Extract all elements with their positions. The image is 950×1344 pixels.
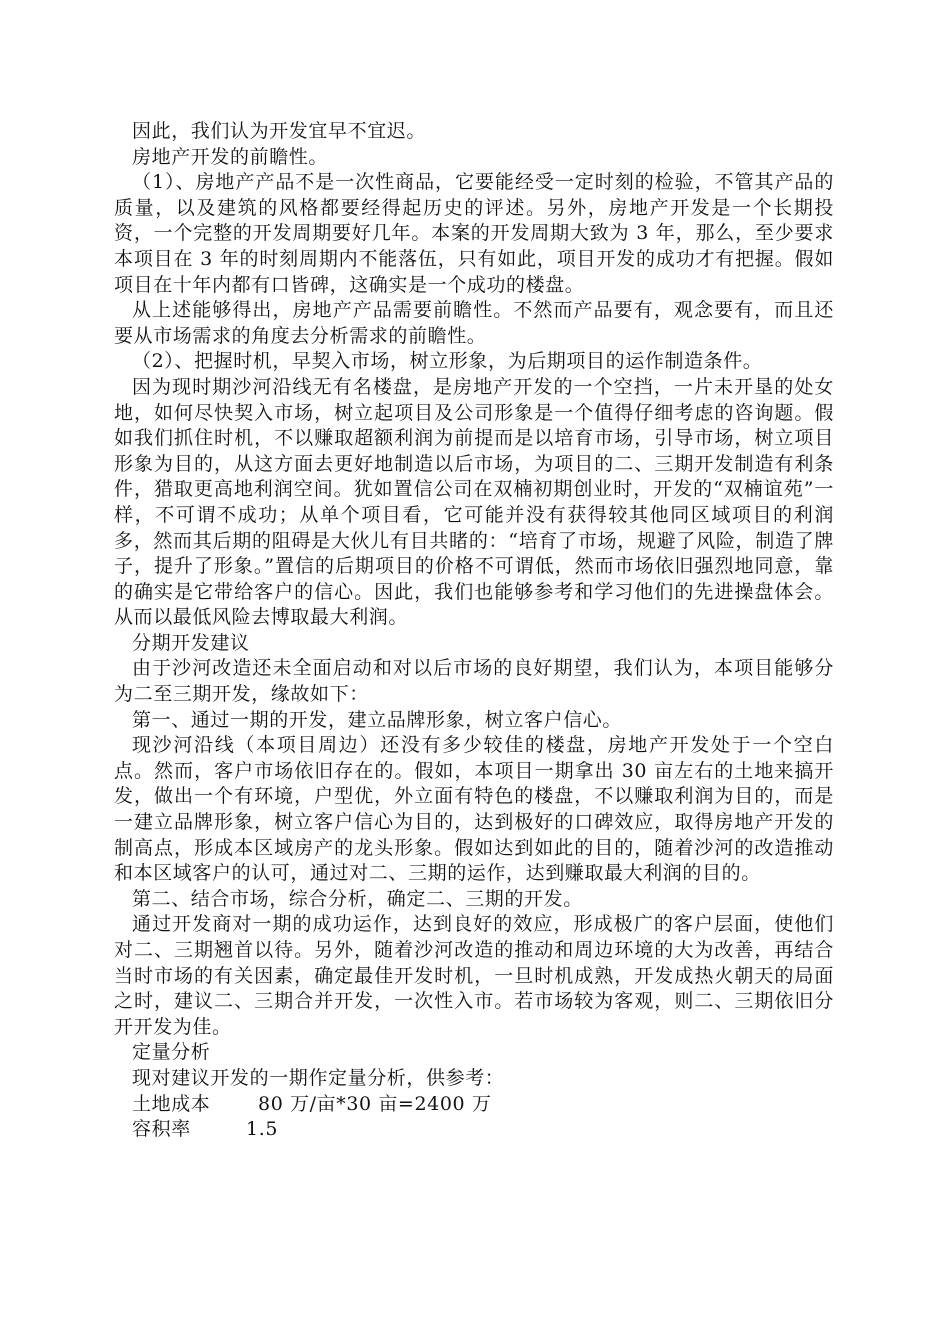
floor-area-ratio-label: 容积率 bbox=[132, 1118, 191, 1141]
paragraph: 由于沙河改造还未全面启动和对以后市场的良好期望，我们认为，本项目能够分为二至三期开发，缘故如下： bbox=[114, 657, 834, 706]
paragraph: 因此，我们认为开发宜早不宜迟。 bbox=[132, 120, 427, 142]
paragraph: 现沙河沿线（本项目周边）还没有多少较佳的楼盘，房地产开发处于一个空白点。然而，客户市场依旧存在的。假如，本项目一期拿出 30 亩左右的土地来搞开发，做出一个有环境，户型优，外立面有特色的楼盘，不以赚取利润为目的，而是一建立品牌形象，树立客户信心为目的，达到极好的口碑效应，取得房地产开发的制高点，形成本区域房产的龙头形象。假如达到如此的目的，随着沙河的改造推动和本区域客户的认可，通过对二、三期的运作，达到赚取最大利润的目的。 bbox=[114, 734, 834, 885]
document-body bbox=[114, 119, 834, 1143]
paragraph: （1）、房地产产品不是一次性商品，它要能经受一定时刻的检验，不管其产品的质量，以及建筑的风格都要经得起历史的评述。另外，房地产开发是一个长期投资，一个完整的开发周期要好几年。本案的开发周期大致为 3 年，那么，至少要求本项目在 3 年的时刻周期内不能落伍，只有如此，项目开发的成功才有把握。假如项目在十年内都有口皆碑，这确实是一个成功的楼盘。 bbox=[114, 171, 834, 296]
section-heading: 定量分析 bbox=[132, 1041, 211, 1064]
paragraph: 因为现时期沙河沿线无有名楼盘，是房地产开发的一个空挡，一片未开垦的处女地，如何尽快契入市场，树立起项目及公司形象是一个值得仔细考虑的咨询题。假如我们抓住时机，不以赚取超额利润为前提而是以培育市场，引导市场，树立项目形象为目的，从这方面去更好地制造以后市场，为项目的二、三期开发制造有利条件，猎取更高地利润空间。犹如置信公司在双楠初期创业时，开发的“双楠谊苑”一样，不可谓不成功；从单个项目看，它可能并没有获得较其他同区域项目的利润多，然而其后期的阻碍是大伙儿有目共睹的：“培育了市场，规避了风险，制造了牌子，提升了形象。”置信的后期项目的价格不可谓低，然而市场依旧强烈地同意，靠的确实是它带给客户的信心。因此，我们也能够参考和学习他们的先进操盘体会。从而以最低风险去博取最大利润。 bbox=[114, 375, 834, 629]
paragraph: 第二、结合市场，综合分析，确定二、三期的开发。 bbox=[132, 887, 583, 910]
paragraph: 现对建议开发的一期作定量分析，供参考： bbox=[132, 1066, 505, 1089]
land-cost-label: 土地成本 bbox=[132, 1092, 211, 1115]
land-cost-row bbox=[114, 1092, 834, 1118]
land-cost-value: 80 万/亩*30 亩=2400 万 bbox=[258, 1092, 492, 1115]
section-heading: 房地产开发的前瞻性。 bbox=[132, 145, 329, 168]
floor-area-ratio-row bbox=[114, 1117, 834, 1143]
paragraph: （2）、把握时机，早契入市场，树立形象，为后期项目的运作制造条件。 bbox=[132, 350, 763, 373]
section-heading: 分期开发建议 bbox=[132, 631, 250, 654]
floor-area-ratio-value: 1.5 bbox=[246, 1118, 279, 1141]
paragraph: 通过开发商对一期的成功运作，达到良好的效应，形成极广的客户层面，使他们对二、三期翘首以待。另外，随着沙河改造的推动和周边环境的大为改善，再结合当时市场的有关因素，确定最佳开发时机，一旦时机成熟，开发成热火朝天的局面之时，建议二、三期合并开发，一次性入市。若市场较为客观，则二、三期依旧分开开发为佳。 bbox=[114, 913, 834, 1038]
paragraph: 从上述能够得出，房地产产品需要前瞻性。不然而产品要有，观念要有，而且还要从市场需求的角度去分析需求的前瞻性。 bbox=[114, 299, 834, 347]
paragraph: 第一、通过一期的开发，建立品牌形象，树立客户信心。 bbox=[132, 708, 623, 731]
